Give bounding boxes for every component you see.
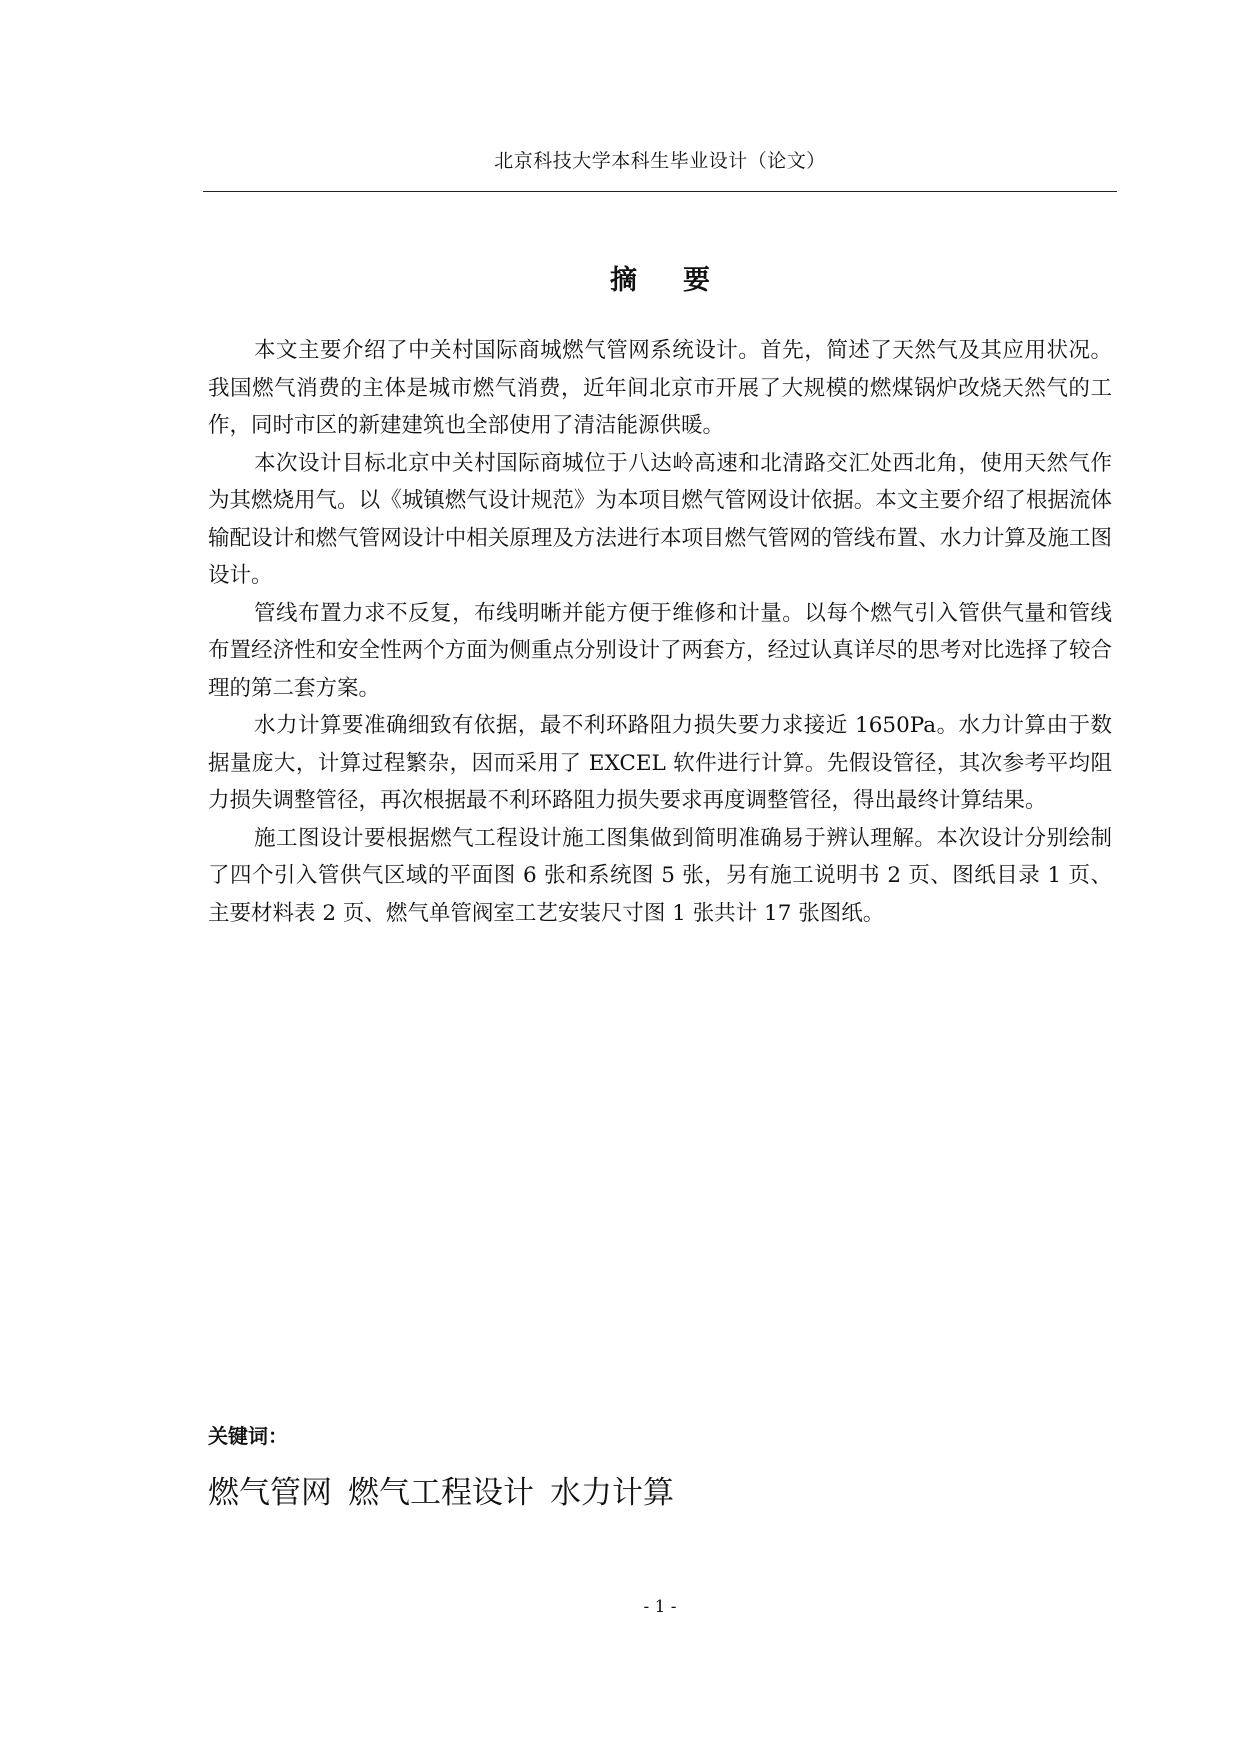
keywords-list [208,1467,690,1512]
keyword-item: 燃气管网 [208,1475,332,1511]
abstract-paragraph: 管线布置力求不反复，布线明晰并能方便于维修和计量。以每个燃气引入管供气量和管线布置经济性和安全性两个方面为侧重点分别设计了两套方，经过认真详尽的思考对比选择了较合理的第二套方案。 [208,600,1112,701]
abstract-body [208,332,1112,932]
keyword-item: 水力计算 [550,1475,674,1511]
keywords-label: 关键词： [208,1424,288,1448]
running-header: 北京科技大学本科生毕业设计（论文） [494,150,826,172]
abstract-paragraph: 本文主要介绍了中关村国际商城燃气管网系统设计。首先，简述了天然气及其应用状况。我国燃气消费的主体是城市燃气消费，近年间北京市开展了大规模的燃煤锅炉改烧天然气的工作，同时市区的新建建筑也全部使用了清洁能源供暖。 [208,338,1112,438]
keyword-item: 燃气工程设计 [348,1475,534,1511]
header-divider [203,191,1117,192]
abstract-paragraph: 施工图设计要根据燃气工程设计施工图集做到简明准确易于辨认理解。本次设计分别绘制了四个引入管供气区域的平面图 6 张和系统图 5 张，另有施工说明书 2 页、图纸目录 1 页、主要材料表 2 页、燃气单管阀室工艺安装尺寸图 1 张共计 17 张图纸。 [208,825,1112,926]
abstract-title: 摘要 [610,265,756,296]
abstract-paragraph: 水力计算要准确细致有依据，最不利环路阻力损失要力求接近 1650Pa。水力计算由于数据量庞大，计算过程繁杂，因而采用了 EXCEL 软件进行计算。先假设管径，其次参考平均阻力损失调整管径，再次根据最不利环路阻力损失要求再度调整管径，得出最终计算结果。 [208,713,1112,813]
abstract-paragraph: 本次设计目标北京中关村国际商城位于八达岭高速和北清路交汇处西北角，使用天然气作为其燃烧用气。以《城镇燃气设计规范》为本项目燃气管网设计依据。本文主要介绍了根据流体输配设计和燃气管网设计中相关原理及方法进行本项目燃气管网的管线布置、水力计算及施工图设计。 [208,450,1112,588]
page-number: - 1 - [643,1597,677,1617]
